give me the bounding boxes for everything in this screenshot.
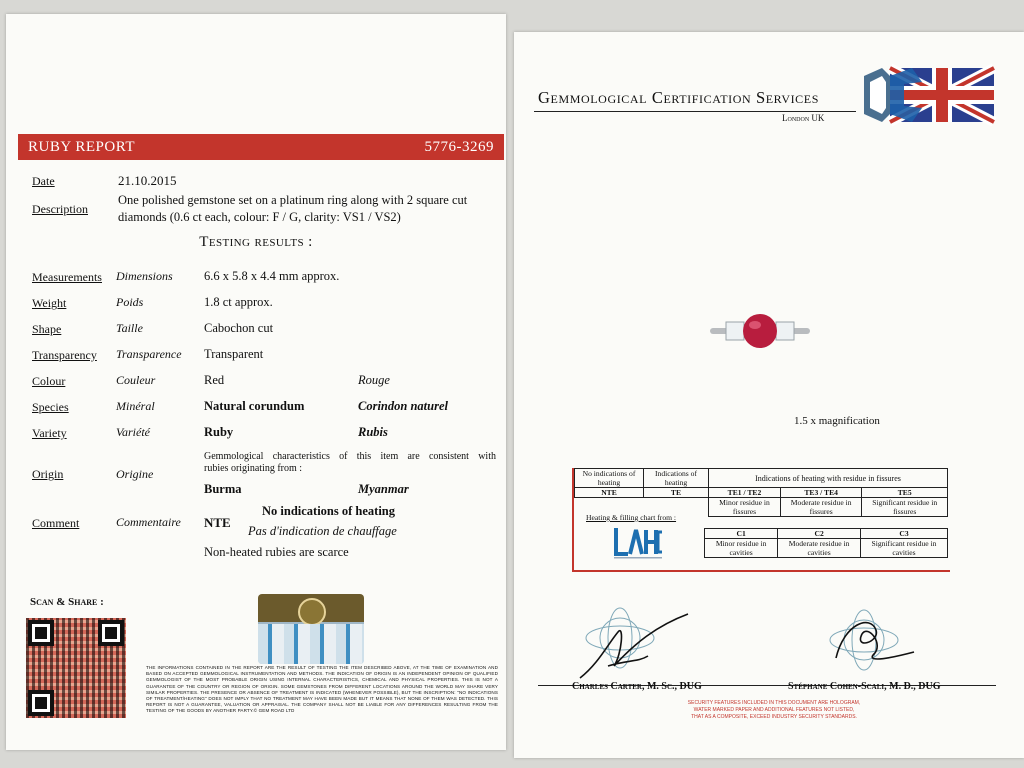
hologram-pattern	[258, 624, 364, 664]
origin-note-line: Gemmological characteristics of this item are consistent with	[204, 451, 496, 462]
hc-nte: NTE	[575, 488, 644, 498]
description-value	[118, 192, 467, 226]
comment-en: No indications of heating	[262, 504, 396, 518]
row-label-fr: Dimensions	[116, 269, 173, 283]
row-label: Weight	[32, 296, 67, 310]
row-label: Shape	[32, 322, 62, 336]
hc-significant-cavities: Significant residue in cavities	[861, 539, 948, 558]
lab-divider	[534, 111, 856, 112]
row-value: Transparent	[204, 347, 264, 361]
hc-te34: TE3 / TE4	[780, 488, 861, 498]
heating-table-top	[574, 468, 948, 517]
security-note-line: SECURITY FEATURES INCLUDED IN THIS DOCUMENT ARE HOLOGRAM,	[687, 700, 861, 706]
ruby-ring-icon	[710, 310, 810, 356]
qr-code[interactable]	[26, 618, 126, 718]
row-value-fr: Rouge	[358, 373, 390, 387]
hc-indications: Indications of heating	[644, 469, 709, 488]
hc-with-residue: Indications of heating with residue in fissures	[709, 469, 948, 488]
row-label: Transparency	[32, 348, 97, 362]
hologram-emblem-icon	[298, 598, 326, 626]
qr-finder	[28, 620, 54, 646]
hc-c2: C2	[778, 529, 861, 539]
row-label-fr: Minéral	[116, 399, 155, 413]
row-value-fr: Corindon naturel	[358, 399, 448, 413]
row-label-fr: Variété	[116, 425, 150, 439]
hc-moderate-fissures: Moderate residue in fissures	[780, 498, 861, 517]
row-label: Variety	[32, 426, 67, 440]
report-header-bar	[18, 134, 504, 160]
row-label-fr: Commentaire	[116, 515, 181, 529]
hc-moderate-cavities: Moderate residue in cavities	[778, 539, 861, 558]
row-value: 1.8 ct approx.	[204, 295, 273, 309]
security-note-line: WATER MARKED PAPER AND ADDITIONAL FEATURES NOT LISTED,	[693, 707, 855, 713]
report-title: RUBY REPORT	[28, 139, 135, 155]
hc-c3: C3	[861, 529, 948, 539]
gcs-logo	[860, 62, 996, 128]
comment-extra: Non-heated rubies are scarce	[204, 545, 349, 559]
lab-name: Gemmological Certification Services	[538, 88, 819, 107]
hc-te: TE	[644, 488, 709, 498]
row-value: Cabochon cut	[204, 321, 274, 335]
date-label: Date	[32, 174, 55, 188]
lab-location: London UK	[782, 113, 825, 123]
row-value: 6.6 x 5.8 x 4.4 mm approx.	[204, 269, 340, 283]
row-label: Origin	[32, 467, 64, 481]
hc-chart-label: Heating & filling chart from :	[586, 513, 677, 522]
ring-photo	[710, 310, 810, 356]
security-note	[624, 700, 924, 721]
report-page-left	[6, 14, 506, 750]
qr-finder	[28, 690, 54, 716]
union-flag-icon	[860, 62, 996, 128]
signature-left	[578, 604, 698, 684]
report-number: 5776-3269	[424, 139, 494, 155]
description-line: diamonds (0.6 ct each, colour: F / G, clarity: VS1 / VS2)	[118, 210, 401, 224]
row-value: Ruby	[204, 425, 234, 439]
hc-minor-fissures: Minor residue in fissures	[709, 498, 781, 517]
row-label: Measurements	[32, 270, 102, 284]
description-line: One polished gemstone set on a platinum ring along with 2 square cut	[118, 193, 468, 207]
row-label-fr: Poids	[116, 295, 144, 309]
signature-right	[814, 604, 934, 684]
row-value: Red	[204, 373, 225, 387]
signature-left-icon	[578, 604, 698, 684]
hc-minor-cavities: Minor residue in cavities	[705, 539, 778, 558]
magnification-caption: 1.5 x magnification	[794, 415, 880, 427]
qr-finder	[98, 620, 124, 646]
lmhc-logo	[612, 526, 664, 560]
signatory-left: Charles Carter, M. Sc., DUG	[572, 681, 702, 692]
signature-right-icon	[814, 604, 934, 684]
disclaimer-text: THE INFORMATIONS CONTAINED IN THE REPORT ARE THE RESULT OF TESTING THE ITEM DESCRIBED ABOVE, AT THE TIME OF EXAMINATION AND BASED ON ACCEPTED GEMMOLOGICAL INSTRUMENTATION AND METHODS. THE INDICATION OF ORIGIN IS AN INDEPENDENT OPINION OF QUALIFIED GEMMOLOGIST OF THE MOST PROBABLE ORIGIN USING INTERNAL CHARACTERISTICS, CHEMICAL AND PHYSICAL PROPERTIES. THIS IS NOT A GUARANTEE OF THE COUNTRY OR REGION OF ORIGIN. SOME GEMSTONES FROM DIFFERENT LOCATIONS AROUND THE WORLD MAY SHARE VERY SIMILAR PROPERTIES. THE PRESENCE OR ABSENCE OF TREATMENT IS INDICATED (WHENEVER POSSIBLE), BUT THE INSCRIPTION: "NO INDICATIONS OF TREATMENT/HEATING" DOES NOT IMPLY THAT NO TREATMENT MAY HAVE BEEN MADE BUT IT MEANS THAT NONE OF THEM WAS DETECTED. THIS REPORT IS NOT A GUARANTEE, VALUATION OR APPRAISAL. THE COMPANY SHALL NOT BE LIABLE FOR ANY DIFFERENCES RESULTING FROM THE TESTING OF THE GOODS BY ANOTHER PARTY.© GEM ROAD LTD	[146, 665, 498, 714]
scan-share-label: Scan & Share :	[30, 596, 104, 608]
row-label-fr: Transparence	[116, 347, 182, 361]
lmhc-logo-icon	[612, 526, 664, 560]
heating-table-bottom	[704, 528, 948, 558]
origin-value-fr: Myanmar	[358, 482, 409, 496]
row-label: Comment	[32, 516, 80, 530]
row-label-fr: Taille	[116, 321, 143, 335]
hc-te5: TE5	[862, 488, 948, 498]
comment-code: NTE	[204, 515, 231, 530]
row-value: Natural corundum	[204, 399, 305, 413]
hc-no-indications: No indications of heating	[575, 469, 644, 488]
date-value: 21.10.2015	[118, 173, 177, 188]
hc-te12: TE1 / TE2	[709, 488, 781, 498]
testing-results-heading: Testing results :	[199, 234, 313, 250]
description-label: Description	[32, 202, 88, 216]
comment-fr: Pas d'indication de chauffage	[248, 524, 397, 538]
row-label: Species	[32, 400, 69, 414]
hc-c1: C1	[705, 529, 778, 539]
signatory-right: Stéphane Cohen-Scali, M. D., DUG	[788, 681, 941, 692]
row-label-fr: Origine	[116, 467, 154, 481]
report-page-right	[514, 32, 1024, 758]
row-value-fr: Rubis	[358, 425, 388, 439]
hologram-seal	[258, 594, 364, 664]
security-note-line: THAT AS A COMPOSITE, EXCEED INDUSTRY SECURITY STANDARDS.	[691, 714, 857, 720]
row-label: Colour	[32, 374, 66, 388]
origin-note-line: rubies originating from :	[204, 463, 303, 474]
origin-value: Burma	[204, 482, 242, 496]
hc-significant-fissures: Significant residue in fissures	[862, 498, 948, 517]
row-label-fr: Couleur	[116, 373, 156, 387]
origin-note	[204, 451, 496, 475]
